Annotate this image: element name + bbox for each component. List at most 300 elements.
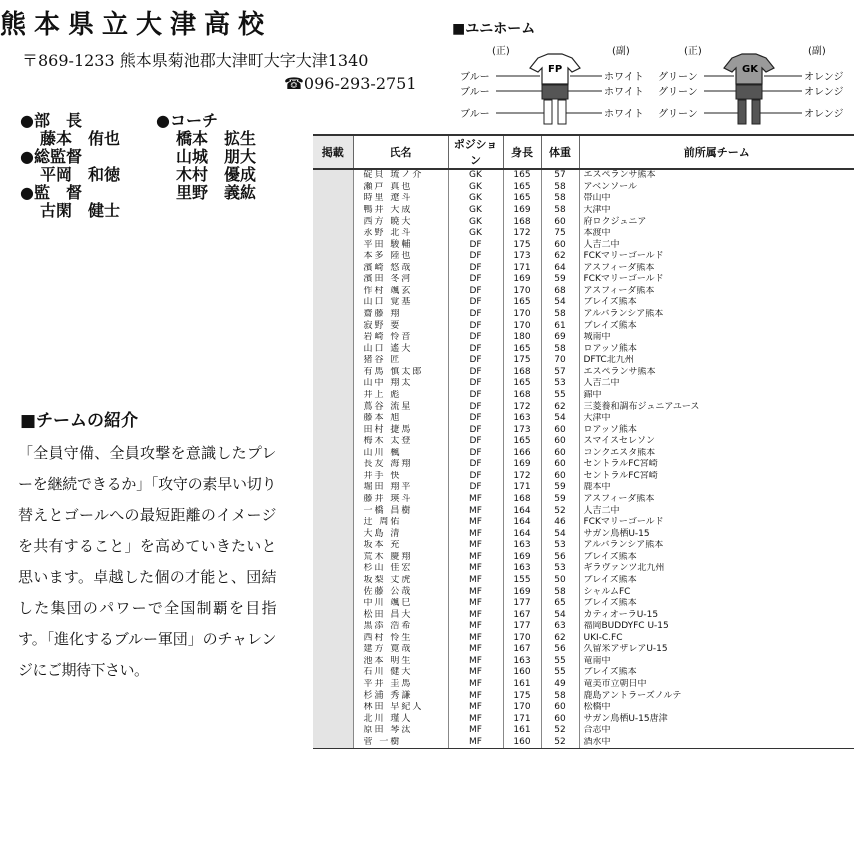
table-row [313, 656, 854, 668]
listed-cell [313, 413, 353, 425]
staff-role: ●部 長 [20, 111, 82, 130]
player-height: 169 [503, 274, 541, 286]
table-row [313, 552, 854, 564]
table-row [313, 482, 854, 494]
staff-name: 古閑 健士 [40, 201, 121, 220]
player-height: 164 [503, 517, 541, 529]
listed-cell [313, 667, 353, 679]
staff-name: 山城 朋大 [176, 147, 257, 166]
player-height: 177 [503, 598, 541, 610]
player-name: 西村 怜生 [353, 633, 448, 645]
table-row [313, 309, 854, 321]
player-name: 建方 寛哉 [353, 644, 448, 656]
listed-cell [313, 193, 353, 205]
player-previous-team: 人吉二中 [579, 505, 854, 517]
player-position: MF [448, 563, 503, 575]
uniform-tag: (正) [684, 46, 702, 57]
table-row [313, 644, 854, 656]
table-row [313, 690, 854, 702]
player-name: 辻 周佑 [353, 517, 448, 529]
table-row [313, 182, 854, 194]
listed-cell [313, 228, 353, 240]
player-position: MF [448, 621, 503, 633]
gk-primary-shorts-color: グリーン [658, 87, 698, 98]
table-row [313, 586, 854, 598]
player-height: 167 [503, 644, 541, 656]
player-previous-team: 帯山中 [579, 193, 854, 205]
table-row [313, 737, 854, 749]
staff-name: 木村 優成 [176, 165, 257, 184]
player-previous-team: 酒水中 [579, 737, 854, 749]
table-row [313, 725, 854, 737]
player-name: 原田 琴汰 [353, 725, 448, 737]
player-name: 荒木 慶翔 [353, 552, 448, 564]
header-height: 身長 [503, 135, 541, 169]
fp-primary-socks-color: ブルー [460, 109, 490, 120]
listed-cell [313, 332, 353, 344]
player-name: 佐藤 公哉 [353, 586, 448, 598]
player-position: MF [448, 644, 503, 656]
player-position: DF [448, 459, 503, 471]
player-previous-team: 竜美市立朝日中 [579, 679, 854, 691]
player-weight: 59 [541, 494, 579, 506]
player-name: 井上 彪 [353, 390, 448, 402]
table-row [313, 505, 854, 517]
player-position: MF [448, 517, 503, 529]
player-name: 大島 清 [353, 528, 448, 540]
player-height: 175 [503, 239, 541, 251]
listed-cell [313, 205, 353, 217]
player-weight: 60 [541, 448, 579, 460]
player-previous-team: DFTC北九州 [579, 355, 854, 367]
player-previous-team: 錦中 [579, 390, 854, 402]
player-previous-team: 鹿島アントラーズノルテ [579, 690, 854, 702]
player-weight: 63 [541, 621, 579, 633]
player-weight: 60 [541, 424, 579, 436]
player-name: 菅 一樹 [353, 737, 448, 749]
listed-cell [313, 263, 353, 275]
player-height: 173 [503, 424, 541, 436]
player-position: DF [448, 343, 503, 355]
player-position: MF [448, 540, 503, 552]
player-height: 160 [503, 737, 541, 749]
player-position: MF [448, 656, 503, 668]
table-row [313, 320, 854, 332]
player-previous-team: エスペランサ熊本 [579, 169, 854, 182]
player-height: 163 [503, 413, 541, 425]
player-position: DF [448, 239, 503, 251]
player-name: 鴨井 大成 [353, 205, 448, 217]
listed-cell [313, 182, 353, 194]
player-previous-team: シャルムFC [579, 586, 854, 598]
player-name: 石川 健大 [353, 667, 448, 679]
uniform-tag: (副) [612, 46, 630, 57]
fp-secondary-shorts-color: ホワイト [604, 87, 644, 98]
player-previous-team: ロアッソ熊本 [579, 424, 854, 436]
player-name: 井手 快 [353, 471, 448, 483]
player-name: 長友 海翔 [353, 459, 448, 471]
table-row [313, 563, 854, 575]
listed-cell [313, 690, 353, 702]
player-name: 碇貝 琉ノ介 [353, 169, 448, 182]
header-weight: 体重 [541, 135, 579, 169]
table-row [313, 702, 854, 714]
player-previous-team: アルバランシア熊本 [579, 540, 854, 552]
player-name: 岩崎 怜音 [353, 332, 448, 344]
player-weight: 52 [541, 737, 579, 749]
player-weight: 54 [541, 609, 579, 621]
player-name: 山口 遙大 [353, 343, 448, 355]
player-position: GK [448, 216, 503, 228]
player-previous-team: ブレイズ熊本 [579, 552, 854, 564]
table-row [313, 436, 854, 448]
player-height: 161 [503, 725, 541, 737]
player-position: GK [448, 228, 503, 240]
player-previous-team: アルバランシア熊本 [579, 309, 854, 321]
player-name: 梅木 太登 [353, 436, 448, 448]
table-row [313, 239, 854, 251]
player-height: 163 [503, 563, 541, 575]
gk-primary-shirt-color: グリーン [658, 72, 698, 83]
player-previous-team: 竜南中 [579, 656, 854, 668]
player-position: MF [448, 528, 503, 540]
player-position: DF [448, 332, 503, 344]
player-weight: 68 [541, 286, 579, 298]
listed-cell [313, 471, 353, 483]
player-position: MF [448, 679, 503, 691]
roster-table-container [313, 134, 854, 749]
header-position: ポジション [448, 135, 503, 169]
player-previous-team: 人吉二中 [579, 378, 854, 390]
table-row [313, 528, 854, 540]
staff-name: 里野 義紘 [176, 183, 257, 202]
staff-name: 平岡 和徳 [40, 165, 121, 184]
player-position: DF [448, 424, 503, 436]
player-position: DF [448, 448, 503, 460]
player-name: 作村 颯玄 [353, 286, 448, 298]
player-height: 169 [503, 586, 541, 598]
player-weight: 55 [541, 390, 579, 402]
table-row [313, 471, 854, 483]
player-name: 坂本 充 [353, 540, 448, 552]
player-weight: 62 [541, 633, 579, 645]
player-height: 170 [503, 309, 541, 321]
player-position: DF [448, 413, 503, 425]
listed-cell [313, 320, 353, 332]
listed-cell [313, 713, 353, 725]
player-height: 165 [503, 378, 541, 390]
player-height: 168 [503, 494, 541, 506]
player-previous-team: 大津中 [579, 413, 854, 425]
player-height: 170 [503, 633, 541, 645]
player-name: 杉山 佳宏 [353, 563, 448, 575]
player-position: GK [448, 169, 503, 182]
player-weight: 62 [541, 251, 579, 263]
player-position: MF [448, 702, 503, 714]
player-name: 堀田 翔平 [353, 482, 448, 494]
player-weight: 50 [541, 575, 579, 587]
player-position: DF [448, 274, 503, 286]
intro-text: 「全員守備、全員攻撃を意識したプレーを継続できるか」「攻守の素早い切り替えとゴールへの最短距離のイメージを共有すること」を高めていきたいと思います。卓越した個の才能と、団結した集団のパワーで全国制覇を目指す。「進化するブルー軍団」のチャレンジにご期待下さい。 [18, 444, 276, 679]
table-row [313, 401, 854, 413]
player-weight: 56 [541, 644, 579, 656]
gk-secondary-socks-color: オレンジ [804, 109, 844, 120]
listed-cell [313, 309, 353, 321]
player-previous-team: サガン鳥栖U-15唐津 [579, 713, 854, 725]
player-previous-team: ギラヴァンツ北九州 [579, 563, 854, 575]
table-row [313, 413, 854, 425]
table-row [313, 378, 854, 390]
listed-cell [313, 505, 353, 517]
player-weight: 60 [541, 216, 579, 228]
table-row [313, 169, 854, 182]
player-previous-team: ブレイズ熊本 [579, 320, 854, 332]
staff-role: ●総監督 [20, 147, 82, 166]
gk-label: GK [742, 64, 758, 75]
listed-cell [313, 586, 353, 598]
player-position: DF [448, 436, 503, 448]
table-row [313, 575, 854, 587]
player-position: MF [448, 505, 503, 517]
player-height: 160 [503, 667, 541, 679]
player-position: MF [448, 667, 503, 679]
player-height: 164 [503, 505, 541, 517]
uniform-svg [450, 40, 854, 132]
header-name: 氏名 [353, 135, 448, 169]
player-weight: 58 [541, 309, 579, 321]
player-weight: 54 [541, 528, 579, 540]
player-previous-team: 福岡BUDDYFC U-15 [579, 621, 854, 633]
player-name: 齋藤 翔 [353, 309, 448, 321]
player-name: 池本 明生 [353, 656, 448, 668]
player-weight: 60 [541, 436, 579, 448]
player-name: 寂野 要 [353, 320, 448, 332]
player-name: 西方 暁大 [353, 216, 448, 228]
listed-cell [313, 251, 353, 263]
player-height: 170 [503, 702, 541, 714]
table-row [313, 621, 854, 633]
table-row [313, 251, 854, 263]
player-height: 165 [503, 193, 541, 205]
listed-cell [313, 702, 353, 714]
table-row [313, 205, 854, 217]
player-previous-team: 本渡中 [579, 228, 854, 240]
player-weight: 75 [541, 228, 579, 240]
player-previous-team: アスフィーダ熊本 [579, 286, 854, 298]
player-weight: 53 [541, 378, 579, 390]
player-previous-team: 合志中 [579, 725, 854, 737]
player-position: MF [448, 598, 503, 610]
player-weight: 55 [541, 667, 579, 679]
listed-cell [313, 482, 353, 494]
school-phone: ☎096-293-2751 [284, 74, 417, 93]
table-row [313, 459, 854, 471]
fp-label: FP [548, 64, 563, 75]
player-name: 本多 陸也 [353, 251, 448, 263]
player-position: MF [448, 494, 503, 506]
player-position: MF [448, 609, 503, 621]
roster-body [313, 169, 854, 749]
player-height: 168 [503, 216, 541, 228]
table-row [313, 667, 854, 679]
player-previous-team: ブレイズ熊本 [579, 598, 854, 610]
intro-title: ■チームの紹介 [20, 411, 139, 431]
player-name: 山口 覚基 [353, 297, 448, 309]
listed-cell [313, 621, 353, 633]
player-weight: 60 [541, 471, 579, 483]
table-row [313, 679, 854, 691]
player-height: 167 [503, 609, 541, 621]
player-position: MF [448, 575, 503, 587]
player-name: 永野 北斗 [353, 228, 448, 240]
player-height: 165 [503, 436, 541, 448]
listed-cell [313, 297, 353, 309]
listed-cell [313, 644, 353, 656]
school-address: 〒869-1233 熊本県菊池郡大津町大字大津1340 [22, 51, 369, 70]
player-position: DF [448, 401, 503, 413]
player-previous-team: FCKマリーゴールド [579, 274, 854, 286]
listed-cell [313, 436, 353, 448]
player-previous-team: サガン鳥栖U-15 [579, 528, 854, 540]
fp-sock-icon [558, 100, 566, 124]
player-weight: 60 [541, 713, 579, 725]
player-weight: 60 [541, 239, 579, 251]
player-position: GK [448, 193, 503, 205]
table-row [313, 609, 854, 621]
listed-cell [313, 355, 353, 367]
player-weight: 54 [541, 297, 579, 309]
player-previous-team: 大津中 [579, 205, 854, 217]
listed-cell [313, 286, 353, 298]
listed-cell [313, 517, 353, 529]
fp-secondary-socks-color: ホワイト [604, 109, 644, 120]
player-weight: 60 [541, 459, 579, 471]
player-height: 175 [503, 355, 541, 367]
player-weight: 59 [541, 482, 579, 494]
staff-column-left [20, 112, 160, 220]
player-previous-team: FCKマリーゴールド [579, 251, 854, 263]
player-name: 濱田 冬河 [353, 274, 448, 286]
player-height: 170 [503, 286, 541, 298]
listed-cell [313, 563, 353, 575]
player-previous-team: ブレイズ熊本 [579, 667, 854, 679]
player-height: 169 [503, 205, 541, 217]
player-name: 松田 昌大 [353, 609, 448, 621]
listed-cell [313, 274, 353, 286]
player-previous-team: セントラルFC宮崎 [579, 471, 854, 483]
table-row [313, 448, 854, 460]
player-weight: 61 [541, 320, 579, 332]
uniform-title: ■ユニホーム [452, 21, 536, 37]
listed-cell [313, 725, 353, 737]
player-name: 濱崎 悠哉 [353, 263, 448, 275]
player-weight: 58 [541, 343, 579, 355]
player-name: 平田 駿輔 [353, 239, 448, 251]
fp-primary-shirt-color: ブルー [460, 72, 490, 83]
player-position: MF [448, 690, 503, 702]
player-weight: 58 [541, 193, 579, 205]
player-name: 山川 楓 [353, 448, 448, 460]
player-position: GK [448, 182, 503, 194]
player-previous-team: エスペランサ熊本 [579, 367, 854, 379]
player-position: MF [448, 552, 503, 564]
player-weight: 53 [541, 563, 579, 575]
player-position: DF [448, 355, 503, 367]
player-weight: 62 [541, 401, 579, 413]
player-weight: 58 [541, 205, 579, 217]
player-previous-team: ブレイズ熊本 [579, 575, 854, 587]
gk-sock-icon [752, 100, 760, 124]
player-weight: 57 [541, 169, 579, 182]
player-weight: 58 [541, 182, 579, 194]
player-height: 165 [503, 343, 541, 355]
listed-cell [313, 378, 353, 390]
player-height: 165 [503, 297, 541, 309]
listed-cell [313, 390, 353, 402]
player-previous-team: スマイスセレソン [579, 436, 854, 448]
player-position: DF [448, 482, 503, 494]
player-name: 猪谷 匠 [353, 355, 448, 367]
player-height: 170 [503, 320, 541, 332]
player-previous-team: カティオーラU-15 [579, 609, 854, 621]
table-row [313, 367, 854, 379]
player-position: MF [448, 713, 503, 725]
player-position: MF [448, 725, 503, 737]
player-previous-team: 城南中 [579, 332, 854, 344]
player-height: 165 [503, 169, 541, 182]
table-row [313, 540, 854, 552]
table-row [313, 286, 854, 298]
player-weight: 56 [541, 552, 579, 564]
player-height: 172 [503, 401, 541, 413]
player-weight: 70 [541, 355, 579, 367]
listed-cell [313, 216, 353, 228]
staff-column-right [156, 112, 296, 202]
listed-cell [313, 448, 353, 460]
player-weight: 49 [541, 679, 579, 691]
player-previous-team: コンクエスタ熊本 [579, 448, 854, 460]
listed-cell [313, 239, 353, 251]
player-height: 180 [503, 332, 541, 344]
player-position: DF [448, 286, 503, 298]
player-position: GK [448, 205, 503, 217]
table-row [313, 713, 854, 725]
header-previous-team: 前所属チーム [579, 135, 854, 169]
roster-header-row [313, 135, 854, 169]
player-previous-team: アスフィーダ熊本 [579, 494, 854, 506]
fp-primary-shorts-color: ブルー [460, 87, 490, 98]
table-row [313, 332, 854, 344]
player-height: 166 [503, 448, 541, 460]
player-previous-team: 久留米アザレアU-15 [579, 644, 854, 656]
player-height: 177 [503, 621, 541, 633]
listed-cell [313, 494, 353, 506]
staff-name: 藤本 侑也 [40, 129, 121, 148]
listed-cell [313, 459, 353, 471]
listed-cell [313, 401, 353, 413]
player-height: 168 [503, 367, 541, 379]
table-row [313, 424, 854, 436]
fp-secondary-shirt-color: ホワイト [604, 72, 644, 83]
player-height: 171 [503, 263, 541, 275]
table-row [313, 228, 854, 240]
player-height: 164 [503, 528, 541, 540]
player-height: 163 [503, 656, 541, 668]
player-weight: 58 [541, 586, 579, 598]
player-weight: 54 [541, 413, 579, 425]
player-previous-team: ブレイズ熊本 [579, 297, 854, 309]
player-height: 161 [503, 679, 541, 691]
